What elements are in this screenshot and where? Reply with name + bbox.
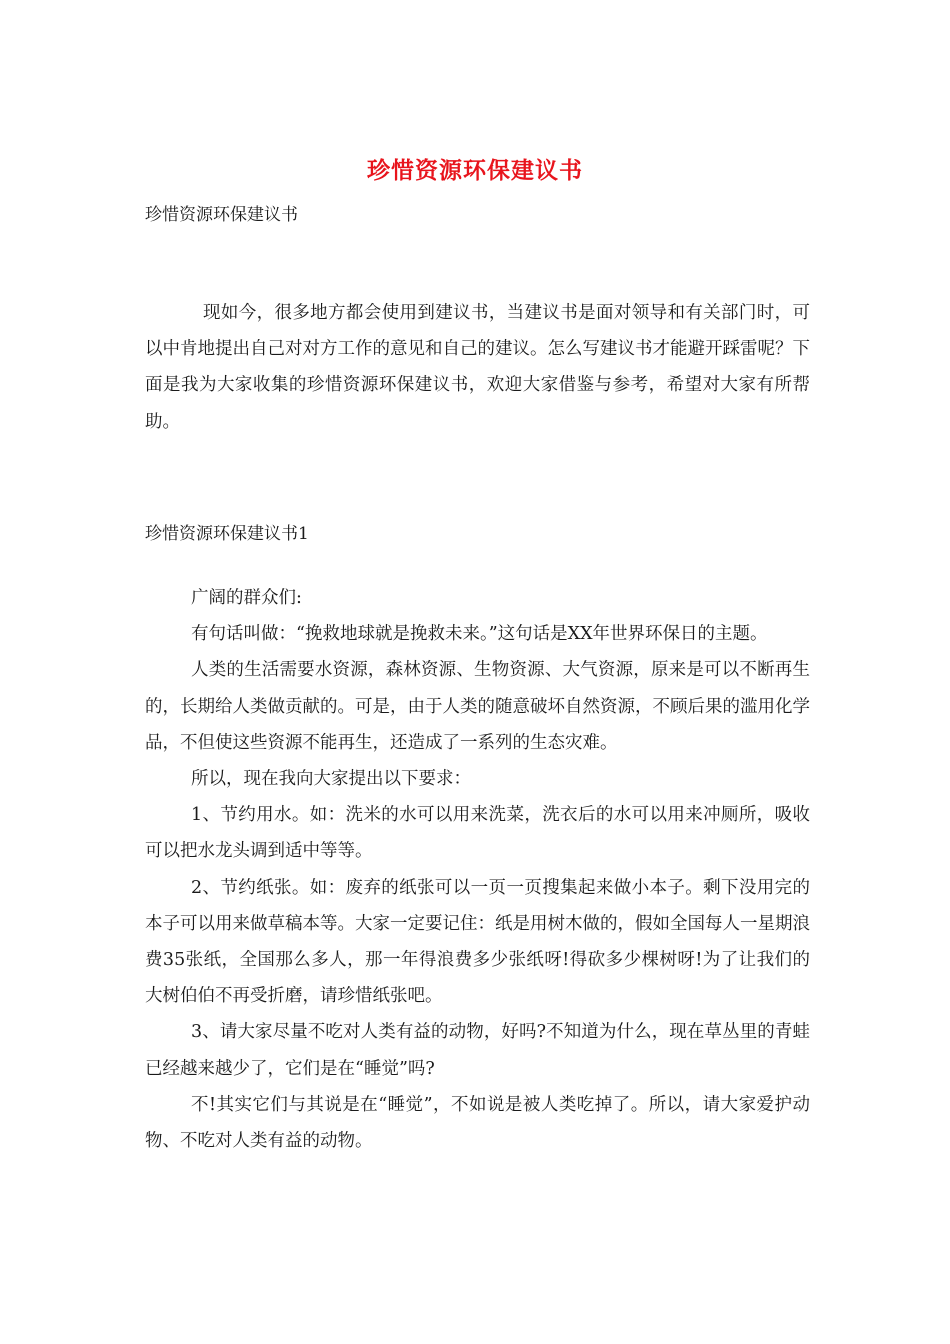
list-item-paper: 2、节约纸张。如：废弃的纸张可以一页一页搜集起来做小本子。剩下没用完的本子可以用来做草稿本等。大家一定要记住：纸是用树木做的，假如全国每人一星期浪费35张纸，全国那么多人，那一年得浪费多少张纸呀!得砍多少棵树呀!为了让我们的大树伯伯不再受折磨，请珍惜纸张吧。 bbox=[145, 877, 810, 1007]
salutation: 广阔的群众们: bbox=[191, 588, 302, 608]
document-subtitle: 珍惜资源环保建议书 bbox=[145, 205, 298, 225]
document-title: 珍惜资源环保建议书 bbox=[367, 157, 583, 184]
list-item-water: 1、节约用水。如：洗米的水可以用来洗菜，洗衣后的水可以用来冲厕所，吸收可以把水龙头调到适中等等。 bbox=[145, 805, 810, 862]
section-heading: 珍惜资源环保建议书1 bbox=[145, 524, 309, 544]
body-paragraph: 所以，现在我向大家提出以下要求： bbox=[191, 769, 471, 790]
body-paragraph: 人类的生活需要水资源，森林资源、生物资源、大气资源，原来是可以不断再生的，长期给人类做贡献的。可是，由于人类的随意破坏自然资源，不顾后果的滥用化学品，不但使这些资源不能再生，还造成了一系列的生态灾难。 bbox=[145, 660, 810, 753]
body-paragraph: 有句话叫做：“挽救地球就是挽救未来。”这句话是XX年世界环保日的主题。 bbox=[191, 624, 768, 645]
body-paragraph: 不!其实它们与其说是在“睡觉”，不如说是被人类吃掉了。所以，请大家爱护动物、不吃对人类有益的动物。 bbox=[145, 1094, 810, 1152]
letter-body bbox=[145, 580, 810, 1159]
list-item-animals: 3、请大家尽量不吃对人类有益的动物，好吗?不知道为什么，现在草丛里的青蛙已经越来越少了，它们是在“睡觉”吗? bbox=[145, 1022, 810, 1079]
intro-paragraph: 现如今，很多地方都会使用到建议书，当建议书是面对领导和有关部门时，可以中肯地提出自己对对方工作的意见和自己的建议。怎么写建议书才能避开踩雷呢？下面是我为大家收集的珍惜资源环保建议书，欢迎大家借鉴与参考，希望对大家有所帮助。 bbox=[145, 303, 810, 432]
